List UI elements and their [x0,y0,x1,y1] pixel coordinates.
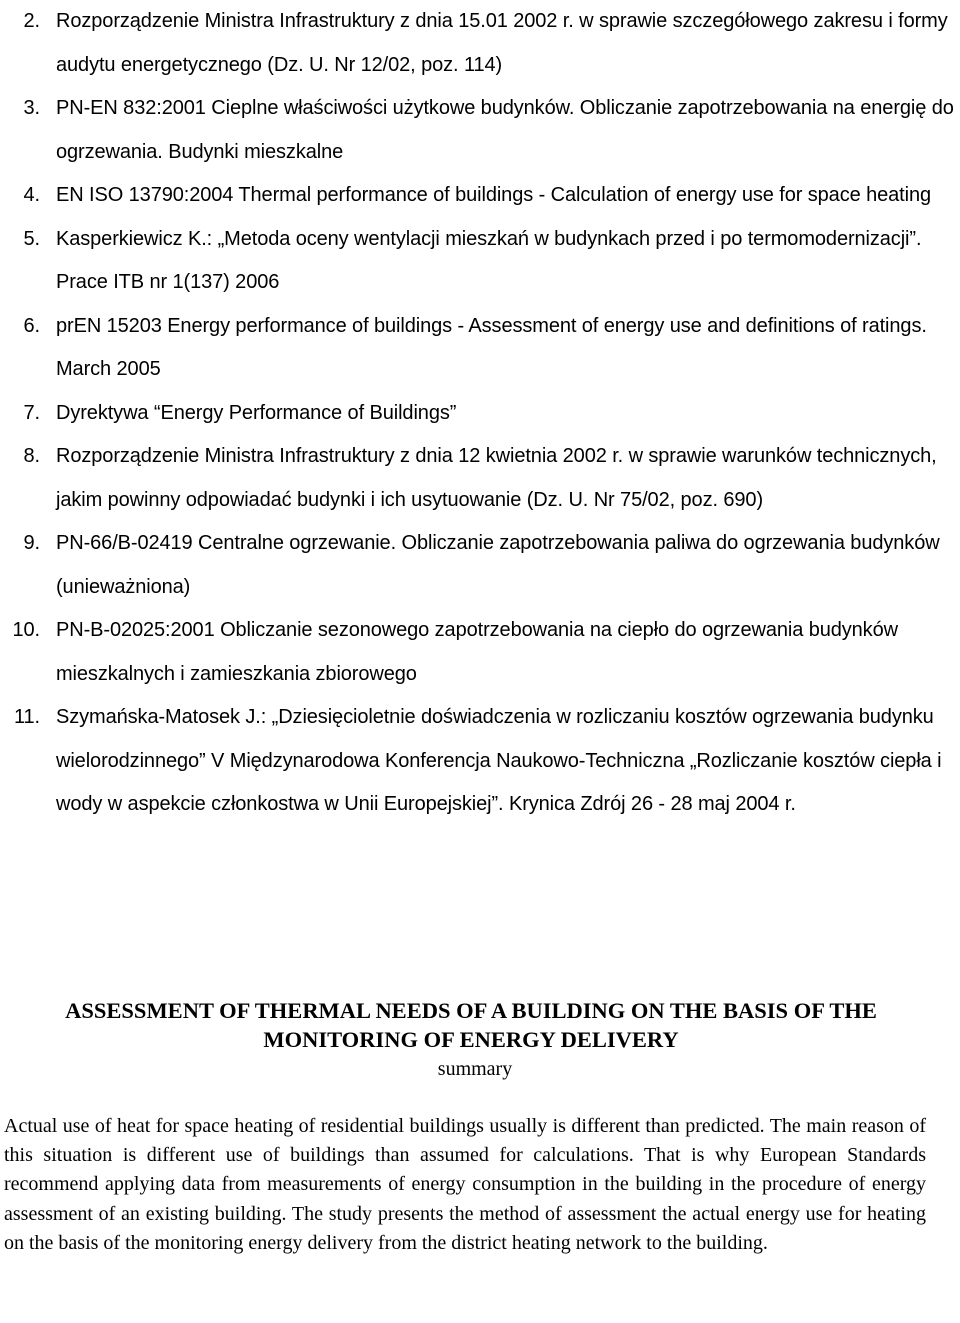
reference-number: 6. [23,314,40,337]
reference-number: 4. [23,184,40,206]
reference-text: PN-EN 832:2001 Cieplne właściwości użytkowe budynków. Obliczanie zapotrzebowania na energię do ogrzewania. Budynki mieszkalne [56,97,954,163]
reference-text: PN-66/B-02419 Centralne ogrzewanie. Obliczanie zapotrzebowania paliwa do ogrzewania budynków (unieważniona) [56,532,940,598]
reference-text: Szymańska-Matosek J.: „Dziesięcioletnie doświadczenia w rozliczaniu kosztów ogrzewania budynku wielorodzinnego” V Międzynarodowa Konferencja Naukowo-Techniczna „Rozliczanie kosztów ciepła i wody w aspekcie członkostwa w Unii Europejskiej”. Krynica Zdrój 26 - 28 maj 2004 r. [56,706,942,815]
reference-item [0,522,960,609]
reference-text: Kasperkiewicz K.: „Metoda oceny wentylacji mieszkań w budynkach przed i po termomodernizacji”. Prace ITB nr 1(137) 2006 [56,227,922,293]
reference-text: Dyrektywa “Energy Performance of Buildings” [56,401,457,424]
reference-text: EN ISO 13790:2004 Thermal performance of buildings - Calculation of energy use for space heating [56,184,931,206]
reference-number: 2. [23,10,40,32]
summary-title [0,996,960,1054]
reference-text: Rozporządzenie Ministra Infrastruktury z dnia 15.01 2002 r. w sprawie szczegółowego zakresu i formy audytu energetycznego (Dz. U. Nr 12/02, poz. 114) [56,10,948,76]
reference-item [0,174,960,218]
reference-number: 9. [23,532,40,554]
reference-number: 7. [23,401,40,424]
reference-number: 10. [12,619,40,641]
reference-number: 5. [23,227,40,250]
summary-title-line-1: ASSESSMENT OF THERMAL NEEDS OF A BUILDING ON THE BASIS OF THE [65,998,877,1023]
reference-item [0,305,960,392]
reference-item [0,435,960,522]
summary-body: Actual use of heat for space heating of residential buildings usually is different than predicted. The main reason of this situation is different use of buildings than assumed for calculations. That is why European Standards recommend applying data from measurements of energy consumption in the building in the procedure of energy assessment of an existing building. The study presents the method of assessment the actual energy use for heating on the basis of the monitoring energy delivery from the district heating network to the building. [4,1115,926,1254]
summary-section [0,996,960,1258]
reference-text: Rozporządzenie Ministra Infrastruktury z dnia 12 kwietnia 2002 r. w sprawie warunków technicznych, jakim powinny odpowiadać budynki i ich usytuowanie (Dz. U. Nr 75/02, poz. 690) [56,445,937,511]
reference-number: 8. [23,445,40,467]
reference-item [0,696,960,827]
reference-number: 3. [23,97,40,119]
reference-item [0,609,960,696]
reference-text: prEN 15203 Energy performance of buildings - Assessment of energy use and definitions of ratings. March 2005 [56,314,927,380]
summary-subtitle: summary [437,1058,513,1080]
reference-text: PN-B-02025:2001 Obliczanie sezonowego zapotrzebowania na ciepło do ogrzewania budynków mieszkalnych i zamieszkania zbiorowego [56,619,898,685]
reference-item [0,0,960,87]
reference-number: 11. [13,706,40,728]
reference-item [0,392,960,436]
reference-item [0,87,960,174]
reference-item [0,218,960,305]
summary-title-line-2: MONITORING OF ENERGY DELIVERY [263,1027,679,1052]
